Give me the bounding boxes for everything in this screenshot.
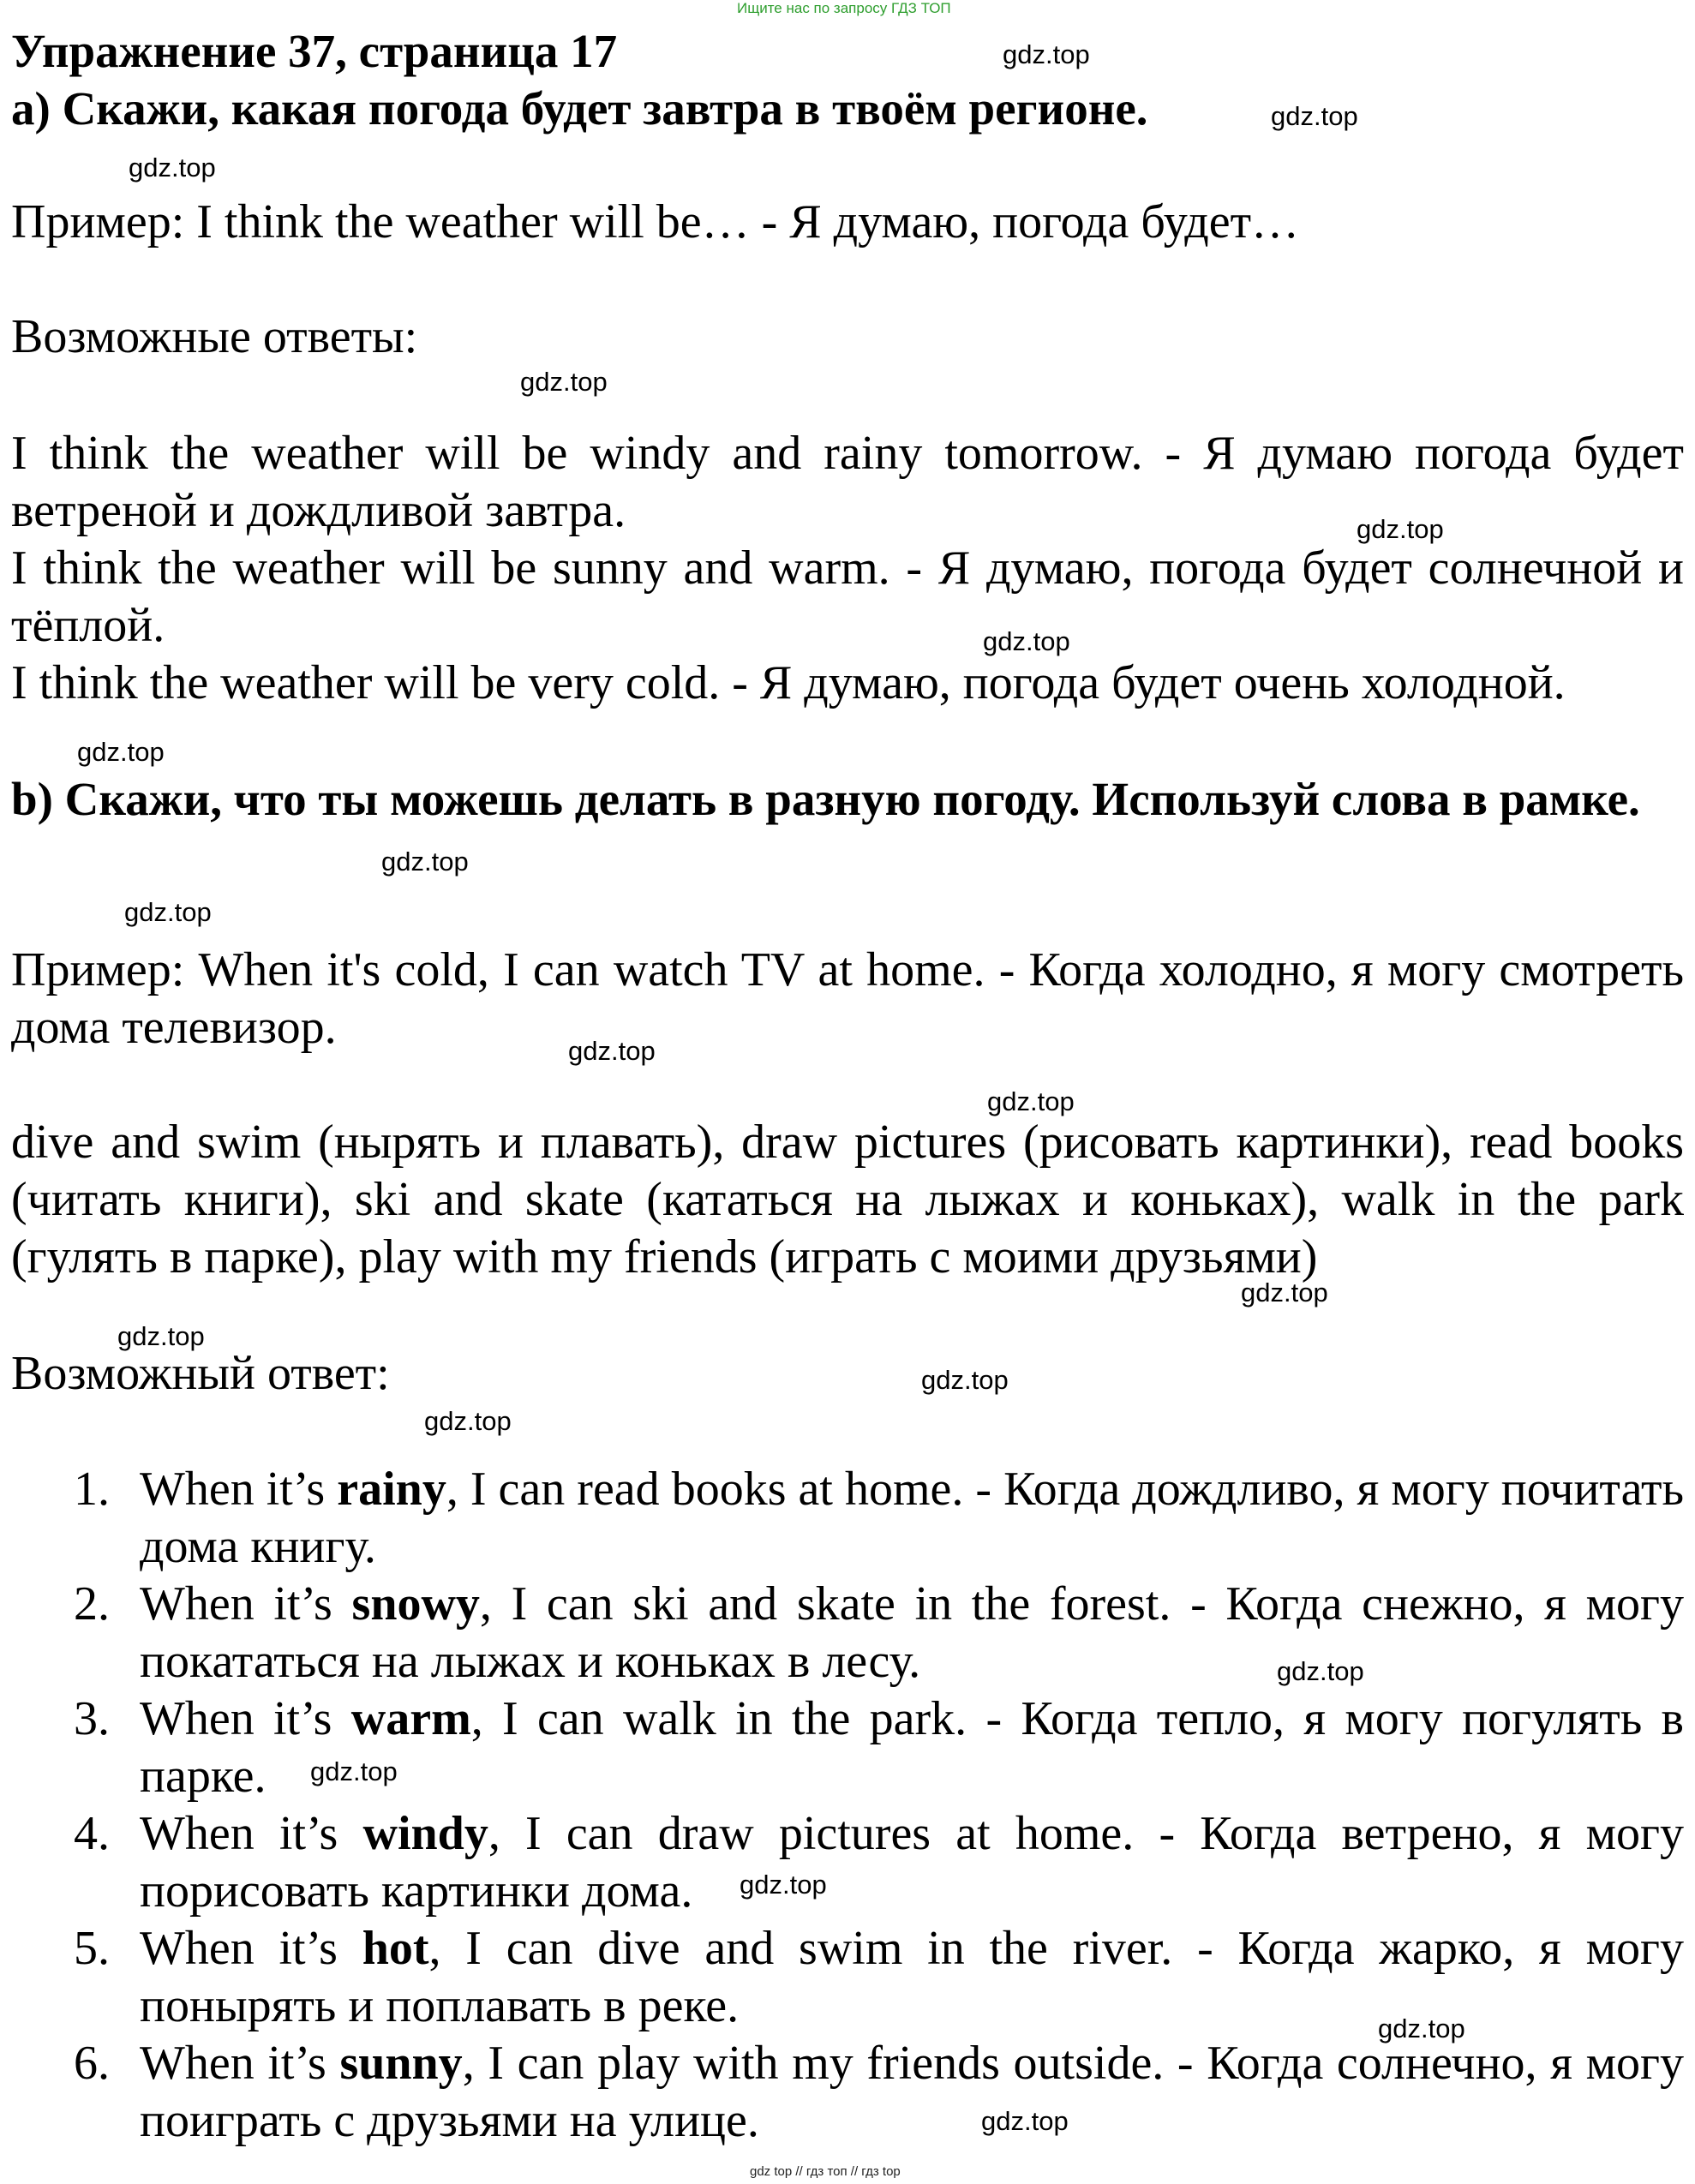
watermark: gdz.top bbox=[310, 1756, 398, 1786]
part-a-heading: a) Скажи, какая погода будет завтра в твоём регионе. bbox=[11, 82, 1148, 135]
watermark: gdz.top bbox=[1271, 101, 1358, 131]
part-b-answer-label: Возможный ответ: bbox=[11, 1347, 390, 1400]
list-item: When it’s windy, I can draw pictures at home. - Когда ветрено, я могу порисовать картинки дома. bbox=[140, 1807, 1684, 1918]
watermark: gdz.top bbox=[921, 1365, 1009, 1395]
list-item: When it’s snowy, I can ski and skate in the forest. - Когда снежно, я могу покататься на лыжах и коньках в лесу. bbox=[140, 1577, 1684, 1688]
list-item-number: 1. bbox=[74, 1463, 110, 1516]
watermark: gdz.top bbox=[568, 1036, 656, 1066]
watermark: gdz.top bbox=[1277, 1656, 1364, 1686]
watermark: gdz.top bbox=[117, 1321, 205, 1351]
list-item-number: 5. bbox=[74, 1922, 110, 1975]
list-item-number: 4. bbox=[74, 1807, 110, 1860]
list-item-number: 6. bbox=[74, 2037, 110, 2090]
watermark: gdz.top bbox=[1241, 1277, 1328, 1307]
watermark: gdz.top bbox=[129, 153, 216, 182]
watermark: gdz.top bbox=[981, 2106, 1069, 2136]
watermark: gdz.top bbox=[381, 847, 469, 877]
watermark: gdz.top bbox=[520, 367, 608, 397]
list-item-number: 2. bbox=[74, 1577, 110, 1631]
watermark: gdz.top bbox=[77, 737, 165, 767]
part-b-example: Пример: When it's cold, I can watch TV at home. - Когда холодно, я могу смотреть дома телевизор. bbox=[11, 943, 1684, 1054]
watermark: gdz.top bbox=[1357, 514, 1444, 544]
footer: gdz top // гдз топ // гдз top bbox=[750, 2164, 901, 2179]
part-a-answer: I think the weather will be very cold. - Я думаю, погода будет очень холодной. bbox=[11, 656, 1566, 709]
watermark: gdz.top bbox=[424, 1406, 512, 1436]
watermark: gdz.top bbox=[124, 897, 212, 927]
search-banner: Ищите нас по запросу ГДЗ ТОП bbox=[737, 0, 951, 16]
part-a-example: Пример: I think the weather will be… - Я думаю, погода будет… bbox=[11, 195, 1300, 248]
list-item: When it’s hot, I can dive and swim in the river. - Когда жарко, я могу понырять и поплавать в реке. bbox=[140, 1922, 1684, 2032]
watermark: gdz.top bbox=[740, 1870, 827, 1900]
list-item: When it’s warm, I can walk in the park. - Когда тепло, я могу погулять в парке. bbox=[140, 1692, 1684, 1803]
watermark: gdz.top bbox=[987, 1086, 1075, 1116]
part-a-answers-label: Возможные ответы: bbox=[11, 310, 418, 363]
watermark: gdz.top bbox=[1378, 2013, 1465, 2043]
part-b-heading: b) Скажи, что ты можешь делать в разную погоду. Используй слова в рамке. bbox=[11, 773, 1640, 825]
watermark: gdz.top bbox=[983, 626, 1070, 656]
list-item: When it’s sunny, I can play with my friends outside. - Когда солнечно, я могу поиграть с друзьями на улице. bbox=[140, 2037, 1684, 2147]
part-a-answer: I think the weather will be windy and rainy tomorrow. - Я думаю погода будет ветреной и дождливой завтра. bbox=[11, 427, 1684, 537]
list-item-number: 3. bbox=[74, 1692, 110, 1745]
word-box: dive and swim (нырять и плавать), draw pictures (рисовать картинки), read books (читать книги), ski and skate (кататься на лыжах и коньках), walk in the park (гулять в парке), play with my friends (играть с моими друзьями) bbox=[11, 1116, 1685, 1283]
list-item: When it’s rainy, I can read books at home. - Когда дождливо, я могу почитать дома книгу. bbox=[140, 1463, 1684, 1573]
page-title: Упражнение 37, страница 17 bbox=[11, 25, 618, 77]
watermark: gdz.top bbox=[1003, 39, 1090, 69]
part-a-answer: I think the weather will be sunny and warm. - Я думаю, погода будет солнечной и тёплой. bbox=[11, 542, 1684, 652]
